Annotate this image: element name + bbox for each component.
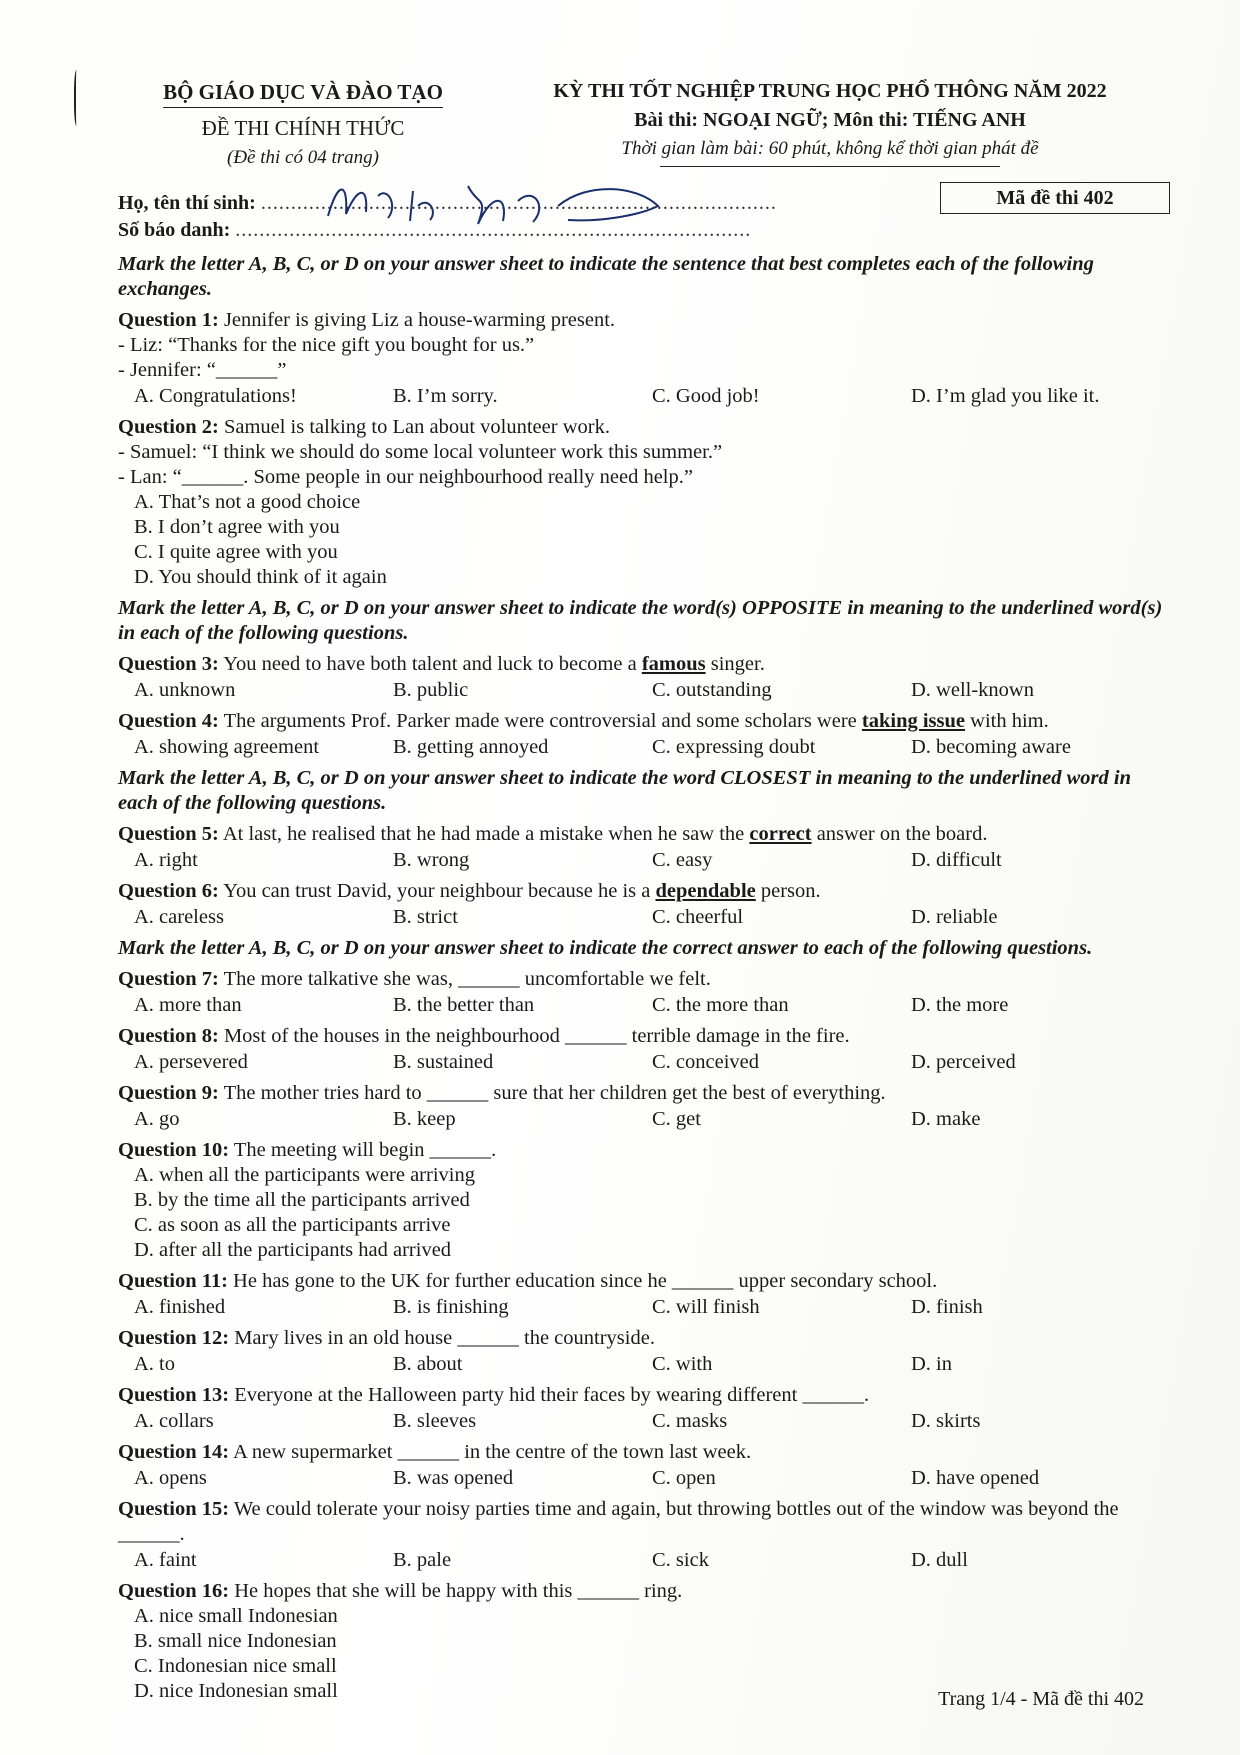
underlined-word: correct xyxy=(749,823,812,845)
option-d[interactable]: D. reliable xyxy=(911,906,998,928)
question-stem: He hopes that she will be happy with this ______ ring. xyxy=(234,1580,683,1602)
question-label: Question 7: xyxy=(118,968,219,990)
question-stem-end: singer. xyxy=(710,653,765,675)
option-c[interactable]: C. I quite agree with you xyxy=(134,541,338,563)
options-q13 xyxy=(118,1408,1170,1434)
option-a[interactable]: A. when all the participants were arriving xyxy=(134,1164,475,1186)
question-label: Question 14: xyxy=(118,1441,230,1463)
question-5 xyxy=(118,822,1170,847)
option-a[interactable]: A. to xyxy=(134,1353,175,1375)
instruction-1: Mark the letter A, B, C, or D on your answer sheet to indicate the sentence that best completes each of the following exchanges. xyxy=(118,253,1094,300)
candidate-name-label: Họ, tên thí sinh: xyxy=(118,192,256,214)
option-b[interactable]: B. wrong xyxy=(393,849,470,871)
question-8 xyxy=(118,1024,1170,1049)
underlined-word: dependable xyxy=(655,880,756,902)
option-c[interactable]: C. easy xyxy=(652,849,713,871)
option-c[interactable]: C. Indonesian nice small xyxy=(134,1655,337,1677)
question-13 xyxy=(118,1383,1170,1408)
options-q15 xyxy=(118,1547,1170,1573)
question-1 xyxy=(118,308,1170,333)
question-16 xyxy=(118,1579,1170,1604)
header-rule xyxy=(660,166,1000,167)
underlined-word: taking issue xyxy=(861,710,966,732)
question-stem: At last, he realised that he had made a mistake when he saw the xyxy=(222,823,745,845)
option-a[interactable]: A. persevered xyxy=(134,1051,248,1073)
options-q14 xyxy=(118,1465,1170,1491)
candidate-info xyxy=(118,187,1170,246)
option-a[interactable]: A. finished xyxy=(134,1296,226,1318)
option-a[interactable]: A. nice small Indonesian xyxy=(134,1605,338,1627)
id-dots: ...................................................................................... xyxy=(235,219,752,241)
option-b[interactable]: B. was opened xyxy=(393,1467,514,1489)
option-d[interactable]: D. after all the participants had arrived xyxy=(134,1239,452,1261)
option-d[interactable]: D. You should think of it again xyxy=(134,566,387,588)
instruction-3: Mark the letter A, B, C, or D on your answer sheet to indicate the word CLOSEST in meaning to the underlined word in each of the following questions. xyxy=(118,767,1132,814)
question-label: Question 16: xyxy=(118,1580,230,1602)
option-a[interactable]: A. opens xyxy=(134,1467,207,1489)
options-q8 xyxy=(118,1049,1170,1075)
instruction-2: Mark the letter A, B, C, or D on your answer sheet to indicate the word(s) OPPOSITE in meaning to the underlined word(s) in each of the following questions. xyxy=(118,597,1163,644)
question-stem: He has gone to the UK for further education since he ______ upper secondary school. xyxy=(233,1270,938,1292)
options-q7 xyxy=(118,992,1170,1018)
option-b[interactable]: B. small nice Indonesian xyxy=(134,1630,337,1652)
option-b[interactable]: B. getting annoyed xyxy=(393,736,549,758)
dialogue-line: - Samuel: “I think we should do some local volunteer work this summer.” xyxy=(118,441,723,463)
option-a[interactable]: A. right xyxy=(134,849,198,871)
question-stem: The more talkative she was, ______ uncomfortable we felt. xyxy=(223,968,711,990)
option-c[interactable]: C. cheerful xyxy=(652,906,744,928)
option-c[interactable]: C. will finish xyxy=(652,1296,760,1318)
underlined-word: famous xyxy=(641,653,706,675)
options-q9 xyxy=(118,1106,1170,1132)
option-b[interactable]: B. pale xyxy=(393,1549,452,1571)
question-stem: Everyone at the Halloween party hid their faces by wearing different ______. xyxy=(234,1384,870,1406)
options-q5 xyxy=(118,847,1170,873)
question-stem: Mary lives in an old house ______ the countryside. xyxy=(234,1327,655,1349)
option-a[interactable]: A. go xyxy=(134,1108,180,1130)
option-a[interactable]: A. careless xyxy=(134,906,224,928)
option-a[interactable]: A. showing agreement xyxy=(134,736,320,758)
time-note: Thời gian làm bài: 60 phút, không kể thời gian phát đề xyxy=(621,138,1039,159)
question-label: Question 12: xyxy=(118,1327,230,1349)
dialogue-line: - Lan: “______. Some people in our neighbourhood really need help.” xyxy=(118,466,693,488)
option-c[interactable]: C. with xyxy=(652,1353,713,1375)
handwritten-signature xyxy=(318,176,678,232)
question-stem: The mother tries hard to ______ sure that her children get the best of everything. xyxy=(223,1082,886,1104)
question-label: Question 1: xyxy=(118,309,219,331)
question-stem: Most of the houses in the neighbourhood ______ terrible damage in the fire. xyxy=(223,1025,850,1047)
question-7 xyxy=(118,967,1170,992)
option-a[interactable]: A. Congratulations! xyxy=(134,385,297,407)
option-a[interactable]: A. more than xyxy=(134,994,242,1016)
option-b[interactable]: B. sleeves xyxy=(393,1410,477,1432)
question-stem-end: with him. xyxy=(970,710,1049,732)
question-12 xyxy=(118,1326,1170,1351)
option-c[interactable]: C. expressing doubt xyxy=(652,736,816,758)
option-b[interactable]: B. by the time all the participants arrived xyxy=(134,1189,470,1211)
option-d[interactable]: D. finish xyxy=(911,1296,983,1318)
option-c[interactable]: C. as soon as all the participants arrive xyxy=(134,1214,451,1236)
option-a[interactable]: A. collars xyxy=(134,1410,214,1432)
question-stem-end: answer on the board. xyxy=(816,823,988,845)
question-label: Question 9: xyxy=(118,1082,219,1104)
question-3 xyxy=(118,652,1170,677)
official-label: ĐỀ THI CHÍNH THỨC xyxy=(201,116,405,140)
options-q11 xyxy=(118,1294,1170,1320)
option-b[interactable]: B. public xyxy=(393,679,469,701)
question-9 xyxy=(118,1081,1170,1106)
question-label: Question 10: xyxy=(118,1139,230,1161)
option-a[interactable]: A. unknown xyxy=(134,679,236,701)
option-c[interactable]: C. outstanding xyxy=(652,679,772,701)
question-label: Question 13: xyxy=(118,1384,230,1406)
question-label: Question 11: xyxy=(118,1270,228,1292)
option-b[interactable]: B. keep xyxy=(393,1108,456,1130)
exam-header xyxy=(118,80,1170,190)
question-label: Question 15: xyxy=(118,1498,230,1520)
option-d[interactable]: D. dull xyxy=(911,1549,968,1571)
option-d[interactable]: D. have opened xyxy=(911,1467,1040,1489)
ministry-name: BỘ GIÁO DỤC VÀ ĐÀO TẠO xyxy=(163,80,443,108)
options-q6 xyxy=(118,904,1170,930)
question-stem: The arguments Prof. Parker made were controversial and some scholars were xyxy=(223,710,857,732)
option-c[interactable]: C. open xyxy=(652,1467,716,1489)
exam-code-box: Mã đề thi 402 xyxy=(940,182,1170,214)
question-stem: Samuel is talking to Lan about volunteer work. xyxy=(223,416,610,438)
option-d[interactable]: D. perceived xyxy=(911,1051,1016,1073)
question-label: Question 4: xyxy=(118,710,219,732)
instruction-4: Mark the letter A, B, C, or D on your answer sheet to indicate the correct answer to each of the following questions. xyxy=(118,937,1093,959)
option-c[interactable]: C. masks xyxy=(652,1410,728,1432)
dialogue-line: - Liz: “Thanks for the nice gift you bought for us.” xyxy=(118,334,535,356)
question-10 xyxy=(118,1138,1170,1163)
option-b[interactable]: B. strict xyxy=(393,906,458,928)
option-a[interactable]: A. That’s not a good choice xyxy=(134,491,361,513)
option-d[interactable]: D. skirts xyxy=(911,1410,981,1432)
option-d[interactable]: D. becoming aware xyxy=(911,736,1071,758)
question-4 xyxy=(118,709,1170,734)
question-stem: Jennifer is giving Liz a house-warming present. xyxy=(223,309,616,331)
options-q1 xyxy=(118,383,1170,409)
exam-title: KỲ THI TỐT NGHIỆP TRUNG HỌC PHỔ THÔNG NĂM 2022 xyxy=(553,80,1107,102)
question-label: Question 5: xyxy=(118,823,219,845)
option-b[interactable]: B. is finishing xyxy=(393,1296,509,1318)
question-stem: The meeting will begin ______. xyxy=(233,1139,497,1161)
page-footer: Trang 1/4 - Mã đề thi 402 xyxy=(938,1688,1144,1710)
option-b[interactable]: B. sustained xyxy=(393,1051,494,1073)
exam-subject: Bài thi: NGOẠI NGỮ; Môn thi: TIẾNG ANH xyxy=(634,109,1026,131)
option-c[interactable]: C. the more than xyxy=(652,994,789,1016)
option-b[interactable]: B. about xyxy=(393,1353,463,1375)
name-dots: ...................................................................................... xyxy=(260,192,777,214)
option-d[interactable]: D. make xyxy=(911,1108,981,1130)
option-d[interactable]: D. I’m glad you like it. xyxy=(911,385,1100,407)
question-14 xyxy=(118,1440,1170,1465)
question-label: Question 8: xyxy=(118,1025,219,1047)
question-stem: We could tolerate your noisy parties time and again, but throwing bottles out of the window was beyond the ______. xyxy=(118,1498,1119,1545)
question-6 xyxy=(118,879,1170,904)
option-c[interactable]: C. sick xyxy=(652,1549,709,1571)
options-q10 xyxy=(118,1163,1170,1263)
header-right xyxy=(510,80,1170,190)
question-label: Question 6: xyxy=(118,880,219,902)
dialogue-line: - Jennifer: “______” xyxy=(118,359,287,381)
option-d[interactable]: D. well-known xyxy=(911,679,1034,701)
question-15 xyxy=(118,1497,1170,1547)
question-label: Question 2: xyxy=(118,416,219,438)
option-d[interactable]: D. nice Indonesian small xyxy=(134,1680,338,1702)
pages-note: (Đề thi có 04 trang) xyxy=(227,147,379,168)
option-c[interactable]: C. get xyxy=(652,1108,701,1130)
options-q12 xyxy=(118,1351,1170,1377)
option-c[interactable]: C. conceived xyxy=(652,1051,760,1073)
option-b[interactable]: B. the better than xyxy=(393,994,535,1016)
question-11 xyxy=(118,1269,1170,1294)
header-left xyxy=(118,80,488,190)
options-q3 xyxy=(118,677,1170,703)
option-d[interactable]: D. in xyxy=(911,1353,952,1375)
candidate-id-label: Số báo danh: xyxy=(118,219,231,241)
option-a[interactable]: A. faint xyxy=(134,1549,197,1571)
option-b[interactable]: B. I’m sorry. xyxy=(393,385,498,407)
question-stem: You can trust David, your neighbour because he is a xyxy=(223,880,651,902)
option-d[interactable]: D. difficult xyxy=(911,849,1002,871)
options-q2 xyxy=(118,490,1170,590)
option-d[interactable]: D. the more xyxy=(911,994,1009,1016)
option-b[interactable]: B. I don’t agree with you xyxy=(134,516,340,538)
question-label: Question 3: xyxy=(118,653,219,675)
option-c[interactable]: C. Good job! xyxy=(652,385,760,407)
question-2 xyxy=(118,415,1170,440)
question-stem-end: person. xyxy=(760,880,821,902)
options-q4 xyxy=(118,734,1170,760)
margin-pen-mark xyxy=(74,70,80,126)
question-stem: You need to have both talent and luck to become a xyxy=(223,653,637,675)
question-stem: A new supermarket ______ in the centre of the town last week. xyxy=(233,1441,752,1463)
